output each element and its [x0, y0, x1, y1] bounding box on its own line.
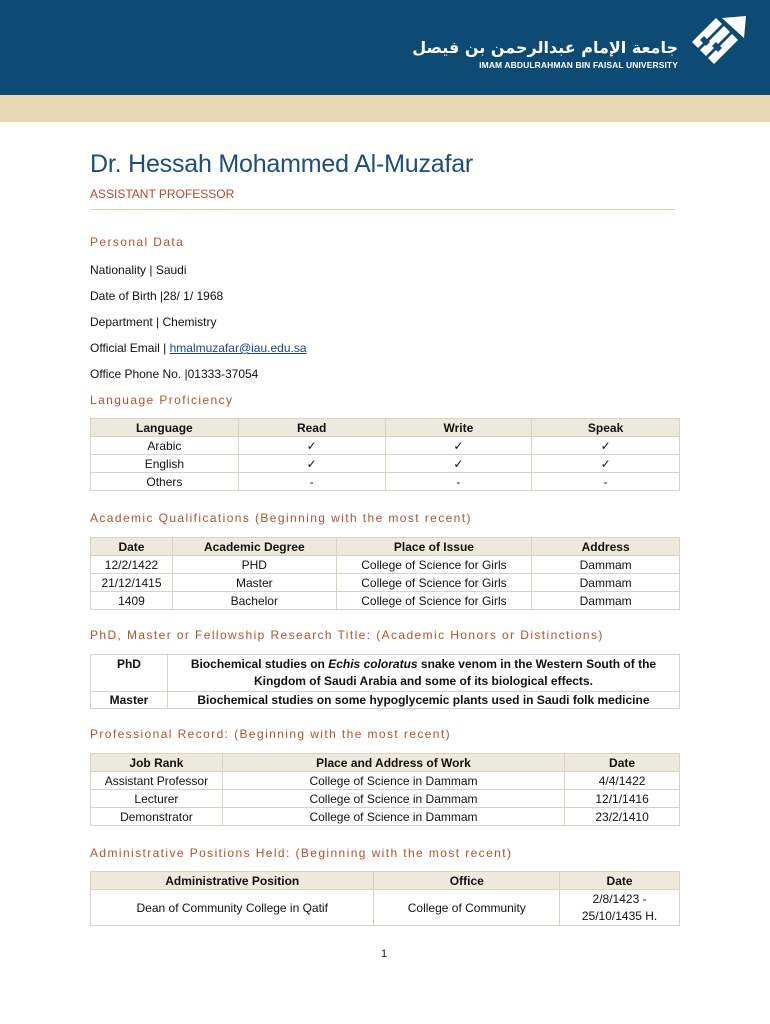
table-cell: Others: [91, 473, 239, 491]
research-degree-label: Master: [91, 692, 168, 709]
title-divider: [90, 209, 675, 210]
table-row: [91, 556, 680, 574]
table-cell: College of Community: [374, 890, 560, 926]
table-cell: Demonstrator: [91, 808, 223, 826]
table-row: [91, 592, 680, 610]
email-label: Official Email |: [90, 341, 170, 355]
table-cell: College of Science in Dammam: [222, 808, 564, 826]
table-cell: English: [91, 455, 239, 473]
column-header: Job Rank: [91, 754, 223, 772]
table-row: [91, 437, 680, 455]
column-header: Place of Issue: [336, 538, 532, 556]
table-cell: 4/4/1422: [565, 772, 680, 790]
table-cell: Arabic: [91, 437, 239, 455]
table-row: [91, 473, 680, 491]
page-number: 1: [381, 948, 388, 960]
section-title-administrative: Administrative Positions Held: (Beginning with the most recent): [90, 846, 513, 860]
table-row: [91, 808, 680, 826]
section-title-language: Language Proficiency: [90, 393, 234, 407]
column-header: Address: [532, 538, 680, 556]
nationality: Nationality | Saudi: [90, 263, 187, 277]
table-row: [91, 574, 680, 592]
table-row: [91, 890, 680, 926]
phd-research-title: [167, 655, 679, 692]
table-cell: College of Science in Dammam: [222, 772, 564, 790]
phd-title-species: Echis coloratus: [328, 657, 418, 671]
university-name-english: IMAM ABDULRAHMAN BIN FAISAL UNIVERSITY: [479, 60, 678, 70]
department: Department | Chemistry: [90, 315, 217, 329]
table-cell: 21/12/1415: [91, 574, 173, 592]
column-header: Date: [560, 872, 680, 890]
table-cell: College of Science for Girls: [336, 556, 532, 574]
table-row: [91, 655, 680, 692]
table-cell: Dammam: [532, 556, 680, 574]
column-header: Office: [374, 872, 560, 890]
table-cell: Assistant Professor: [91, 772, 223, 790]
check-icon: ✓: [385, 455, 532, 473]
language-table: [90, 418, 680, 491]
phd-title-text: Biochemical studies on: [190, 657, 329, 671]
table-cell: 23/2/1410: [565, 808, 680, 826]
table-cell: 12/1/1416: [565, 790, 680, 808]
table-cell: -: [385, 473, 532, 491]
column-header: Language: [91, 419, 239, 437]
profile-heading: [90, 150, 680, 210]
column-header: Write: [385, 419, 532, 437]
table-cell: College of Science for Girls: [336, 592, 532, 610]
page-title: Dr. Hessah Mohammed Al-Muzafar: [90, 150, 474, 178]
date-of-birth: Date of Birth |28/ 1/ 1968: [90, 289, 224, 303]
section-title-professional: Professional Record: (Beginning with the most recent): [90, 727, 452, 741]
table-cell: Dean of Community College in Qatif: [91, 890, 374, 926]
column-header: Date: [91, 538, 173, 556]
table-cell: College of Science for Girls: [336, 574, 532, 592]
column-header: Date: [565, 754, 680, 772]
table-row: [91, 772, 680, 790]
table-cell: PHD: [172, 556, 336, 574]
professional-table: [90, 753, 680, 826]
table-cell: Dammam: [532, 592, 680, 610]
column-header: Administrative Position: [91, 872, 374, 890]
office-phone: Office Phone No. |01333-37054: [90, 367, 259, 381]
administrative-table: [90, 871, 680, 926]
table-cell: College of Science in Dammam: [222, 790, 564, 808]
check-icon: ✓: [238, 437, 385, 455]
university-name-arabic: جامعة الإمام عبدالرحمن بن فيصل: [412, 38, 678, 57]
table-header-row: [91, 754, 680, 772]
table-cell: Bachelor: [172, 592, 336, 610]
table-cell: -: [532, 473, 680, 491]
academic-table: [90, 537, 680, 610]
table-row: [91, 455, 680, 473]
university-logo-icon: [686, 12, 752, 72]
table-header-row: [91, 538, 680, 556]
column-header: Read: [238, 419, 385, 437]
check-icon: ✓: [385, 437, 532, 455]
date-end: 25/10/1435 H.: [581, 908, 658, 923]
table-row: [91, 692, 680, 709]
section-title-personal: Personal Data: [90, 235, 185, 249]
table-header-row: [91, 872, 680, 890]
table-header-row: [91, 419, 680, 437]
table-cell: -: [238, 473, 385, 491]
table-cell: 1409: [91, 592, 173, 610]
table-cell: Lecturer: [91, 790, 223, 808]
column-header: Speak: [532, 419, 680, 437]
master-research-title: Biochemical studies on some hypoglycemic plants used in Saudi folk medicine: [167, 692, 679, 709]
check-icon: ✓: [532, 455, 680, 473]
phd-title-text: snake venom in the Western South of the Kingdom of Saudi Arabia and some of its biological effects.: [253, 657, 657, 688]
section-title-academic: Academic Qualifications (Beginning with the most recent): [90, 511, 472, 525]
check-icon: ✓: [532, 437, 680, 455]
page-header: [0, 0, 770, 95]
column-header: Place and Address of Work: [222, 754, 564, 772]
table-cell-date: [560, 890, 680, 926]
official-email-line: [90, 341, 307, 355]
date-start: 2/8/1423 -: [592, 891, 647, 906]
academic-rank: ASSISTANT PROFESSOR: [90, 187, 235, 201]
table-cell: 12/2/1422: [91, 556, 173, 574]
section-title-research: PhD, Master or Fellowship Research Title: (Academic Honors or Distinctions): [90, 628, 604, 642]
check-icon: ✓: [238, 455, 385, 473]
table-cell: Dammam: [532, 574, 680, 592]
email-link[interactable]: hmalmuzafar@iau.edu.sa: [169, 341, 307, 355]
table-cell: Master: [172, 574, 336, 592]
column-header: Academic Degree: [172, 538, 336, 556]
table-row: [91, 790, 680, 808]
research-table: [90, 654, 680, 709]
header-band: [0, 95, 770, 122]
research-degree-label: PhD: [91, 655, 168, 692]
